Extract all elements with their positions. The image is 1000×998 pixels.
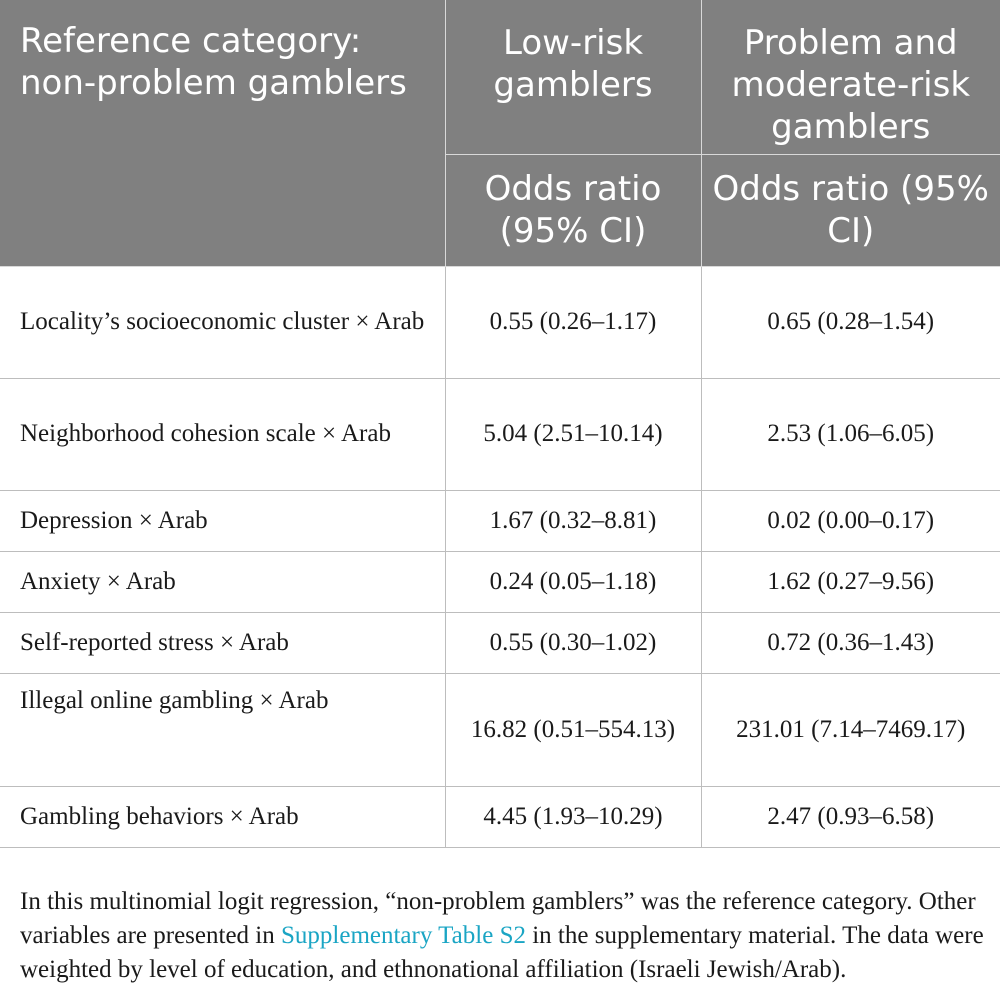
problem-odds-ratio-header: Odds ratio (95% CI) bbox=[701, 154, 1000, 266]
problem-value: 0.65 (0.28–1.54) bbox=[701, 266, 1000, 378]
table-row bbox=[0, 266, 1000, 378]
footnote-text-2: in the supplementary material. The data were weighted by level of education, and ethnonational affiliation (Israeli Jewish/Arab). bbox=[20, 922, 984, 983]
low-risk-value: 0.24 (0.05–1.18) bbox=[445, 551, 701, 612]
reference-category-header: Reference category: non-problem gamblers bbox=[0, 0, 445, 266]
table-row bbox=[0, 786, 1000, 847]
problem-value: 2.47 (0.93–6.58) bbox=[701, 786, 1000, 847]
low-risk-value: 16.82 (0.51–554.13) bbox=[445, 673, 701, 786]
footnote-text-1: In this multinomial logit regression, “non-problem gamblers” was the reference category. Other variables are presented in bbox=[20, 888, 976, 949]
supplementary-table-link[interactable]: Supplementary Table S2 bbox=[281, 922, 526, 949]
row-label: Locality’s socioeconomic cluster × Arab bbox=[0, 266, 445, 378]
table-row bbox=[0, 378, 1000, 490]
header-row bbox=[0, 0, 1000, 154]
problem-value: 2.53 (1.06–6.05) bbox=[701, 378, 1000, 490]
row-label: Gambling behaviors × Arab bbox=[0, 786, 445, 847]
low-risk-value: 4.45 (1.93–10.29) bbox=[445, 786, 701, 847]
low-risk-value: 0.55 (0.30–1.02) bbox=[445, 612, 701, 673]
table-footnote bbox=[20, 885, 995, 987]
low-risk-value: 0.55 (0.26–1.17) bbox=[445, 266, 701, 378]
problem-value: 0.02 (0.00–0.17) bbox=[701, 490, 1000, 551]
low-risk-odds-ratio-header: Odds ratio (95% CI) bbox=[445, 154, 701, 266]
table-row bbox=[0, 551, 1000, 612]
low-risk-value: 5.04 (2.51–10.14) bbox=[445, 378, 701, 490]
table-row bbox=[0, 490, 1000, 551]
table-row bbox=[0, 612, 1000, 673]
row-label: Neighborhood cohesion scale × Arab bbox=[0, 378, 445, 490]
row-label: Self-reported stress × Arab bbox=[0, 612, 445, 673]
problem-moderate-risk-header: Problem and moderate-risk gamblers bbox=[701, 0, 1000, 154]
low-risk-value: 1.67 (0.32–8.81) bbox=[445, 490, 701, 551]
row-label: Depression × Arab bbox=[0, 490, 445, 551]
row-label: Illegal online gambling × Arab bbox=[0, 673, 445, 786]
table-row bbox=[0, 673, 1000, 786]
problem-value: 0.72 (0.36–1.43) bbox=[701, 612, 1000, 673]
row-label: Anxiety × Arab bbox=[0, 551, 445, 612]
problem-value: 231.01 (7.14–7469.17) bbox=[701, 673, 1000, 786]
low-risk-header: Low-risk gamblers bbox=[445, 0, 701, 154]
problem-value: 1.62 (0.27–9.56) bbox=[701, 551, 1000, 612]
